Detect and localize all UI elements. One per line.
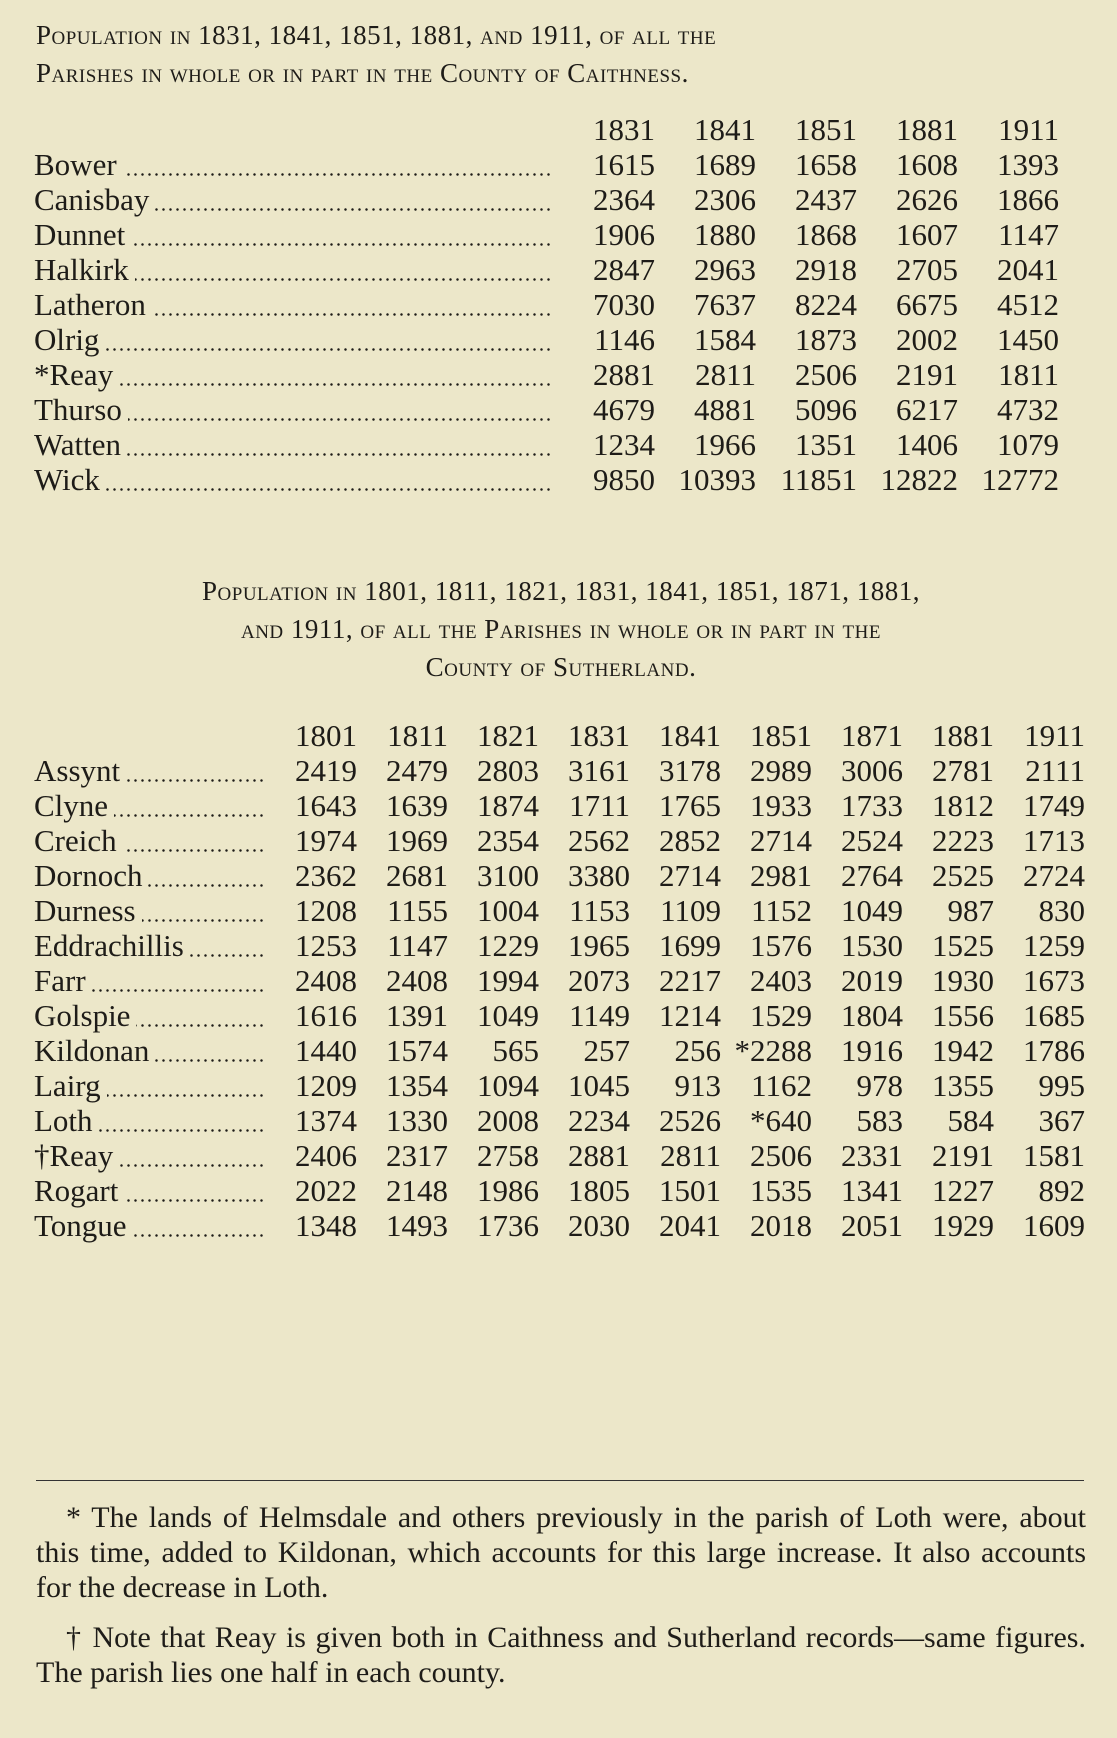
population-cell: 2306 (694, 182, 756, 217)
population-cell: 2626 (896, 182, 958, 217)
table-row (34, 963, 1085, 998)
population-cell: 2758 (477, 1138, 539, 1173)
parish-name: Assynt (34, 753, 126, 788)
population-cell: 2408 (386, 963, 448, 998)
population-cell: 2803 (477, 753, 539, 788)
population-cell: 565 (492, 1033, 539, 1068)
population-cell: 2479 (386, 753, 448, 788)
parish-name: Creich (34, 823, 123, 858)
population-cell: 2073 (568, 963, 630, 998)
table-row (34, 893, 1085, 928)
population-cell: 1933 (750, 788, 812, 823)
table-row (34, 998, 1085, 1033)
blank-header (34, 718, 266, 753)
parish-name-cell (34, 392, 554, 427)
population-cell: 8224 (795, 287, 857, 322)
parish-name: Clyne (34, 788, 114, 823)
parish-name: Lairg (34, 1068, 107, 1103)
year-header: 1851 (795, 112, 857, 147)
population-cell: 7637 (694, 287, 756, 322)
year-header: 1911 (1024, 718, 1085, 753)
footnote-dagger: † Note that Reay is given both in Caithness and Sutherland records—same figures. The parish lies one half in each county. (36, 1621, 1086, 1689)
population-cell: 2030 (568, 1208, 630, 1243)
population-cell: 2705 (896, 252, 958, 287)
population-cell: 1234 (593, 427, 655, 462)
table-row (34, 182, 1059, 217)
population-cell: 1616 (295, 998, 357, 1033)
population-cell: 2852 (659, 823, 721, 858)
table-row (34, 928, 1085, 963)
year-header: 1841 (694, 112, 756, 147)
population-cell: 978 (856, 1068, 903, 1103)
table-row (34, 322, 1059, 357)
population-cell: 2403 (750, 963, 812, 998)
year-header: 1811 (387, 718, 448, 753)
population-cell: 1929 (932, 1208, 994, 1243)
population-cell: 2191 (896, 357, 958, 392)
population-cell: 2506 (750, 1138, 812, 1173)
year-header: 1831 (593, 112, 655, 147)
population-cell: 1873 (795, 322, 857, 357)
population-cell: 1609 (1023, 1208, 1085, 1243)
population-cell: *2288 (734, 1033, 812, 1068)
population-cell: 3006 (841, 753, 903, 788)
year-header: 1841 (659, 718, 721, 753)
population-cell: 4881 (694, 392, 756, 427)
parish-name-cell (34, 287, 554, 322)
population-cell: 1049 (841, 893, 903, 928)
population-cell: 1259 (1023, 928, 1085, 963)
table-row (34, 1173, 1085, 1208)
parish-name-cell (34, 1208, 266, 1243)
population-cell: 2524 (841, 823, 903, 858)
population-cell: 2525 (932, 858, 994, 893)
header-row (34, 718, 1085, 753)
parish-name-cell (34, 823, 266, 858)
population-cell: 1525 (932, 928, 994, 963)
population-cell: 6217 (896, 392, 958, 427)
population-cell: 1812 (932, 788, 994, 823)
population-cell: 1393 (997, 147, 1059, 182)
parish-name-cell (34, 1138, 266, 1173)
population-cell: 1804 (841, 998, 903, 1033)
population-cell: 1155 (387, 893, 448, 928)
table-row (34, 462, 1059, 497)
table-row (34, 217, 1059, 252)
population-cell: 1440 (295, 1033, 357, 1068)
population-cell: 1942 (932, 1033, 994, 1068)
population-cell: 2881 (593, 357, 655, 392)
parish-name-cell (34, 963, 266, 998)
year-header: 1871 (841, 718, 903, 753)
footnote-asterisk: * The lands of Helmsdale and others previously in the parish of Loth were, about this time, added to Kildonan, which accounts for this large increase. It also accounts for the decrease in Loth. (36, 1501, 1086, 1604)
population-cell: 3178 (659, 753, 721, 788)
population-cell: 2881 (568, 1138, 630, 1173)
parish-name-cell (34, 357, 554, 392)
population-cell: 1556 (932, 998, 994, 1033)
population-cell: 1574 (386, 1033, 448, 1068)
population-cell: 1341 (841, 1173, 903, 1208)
population-cell: 1786 (1023, 1033, 1085, 1068)
parish-name: Thurso (34, 392, 128, 427)
table-row (34, 1068, 1085, 1103)
population-cell: 1004 (477, 893, 539, 928)
population-cell: 2437 (795, 182, 857, 217)
population-cell: 10393 (678, 462, 756, 497)
title-line: Parishes in whole or in part in the County of Caithness. (36, 58, 689, 88)
population-cell: 2714 (750, 823, 812, 858)
parish-name: *Reay (34, 357, 119, 392)
parish-name-cell (34, 788, 266, 823)
table-row (34, 287, 1059, 322)
population-cell: 1501 (659, 1173, 721, 1208)
parish-name: Watten (34, 427, 127, 462)
population-cell: 2041 (997, 252, 1059, 287)
footnote-divider (36, 1480, 1084, 1481)
table-row (34, 427, 1059, 462)
parish-name: Rogart (34, 1173, 124, 1208)
population-cell: 1214 (659, 998, 721, 1033)
parish-name: Canisbay (34, 182, 155, 217)
population-cell: 1733 (841, 788, 903, 823)
population-cell: 257 (583, 1033, 630, 1068)
population-cell: 2724 (1023, 858, 1085, 893)
population-cell: 584 (947, 1103, 994, 1138)
population-cell: 1685 (1023, 998, 1085, 1033)
year-header: 1851 (750, 718, 812, 753)
table-row (34, 392, 1059, 427)
population-cell: 987 (947, 893, 994, 928)
population-cell: 2981 (750, 858, 812, 893)
parish-name: Golspie (34, 998, 136, 1033)
population-cell: 1406 (896, 427, 958, 462)
population-cell: 1969 (386, 823, 448, 858)
table-row (34, 357, 1059, 392)
table-row (34, 1138, 1085, 1173)
population-cell: 1109 (660, 893, 721, 928)
population-cell: 2811 (695, 357, 756, 392)
parish-name-cell (34, 182, 554, 217)
population-cell: 1658 (795, 147, 857, 182)
population-cell: 256 (674, 1033, 721, 1068)
population-cell: 1529 (750, 998, 812, 1033)
population-cell: 1615 (593, 147, 655, 182)
parish-name: Tongue (34, 1208, 133, 1243)
population-cell: 2526 (659, 1103, 721, 1138)
population-cell: 1146 (594, 322, 655, 357)
parish-name-cell (34, 252, 554, 287)
parish-name: Halkirk (34, 252, 135, 287)
population-cell: 1699 (659, 928, 721, 963)
population-cell: 1208 (295, 893, 357, 928)
population-cell: 2223 (932, 823, 994, 858)
population-cell: 1149 (569, 998, 630, 1033)
parish-name-cell (34, 1068, 266, 1103)
population-cell: 4512 (997, 287, 1059, 322)
population-cell: 4732 (997, 392, 1059, 427)
population-cell: 2918 (795, 252, 857, 287)
parish-name: Kildonan (34, 1033, 155, 1068)
population-cell: 2051 (841, 1208, 903, 1243)
parish-name-cell (34, 893, 266, 928)
population-cell: 2191 (932, 1138, 994, 1173)
population-cell: 12772 (981, 462, 1059, 497)
population-cell: 2217 (659, 963, 721, 998)
population-cell: 1581 (1023, 1138, 1085, 1173)
population-cell: 2408 (295, 963, 357, 998)
title-line: County of Sutherland. (425, 652, 697, 682)
population-cell: 1391 (386, 998, 448, 1033)
table-row (34, 788, 1085, 823)
table-row (34, 858, 1085, 893)
parish-name-cell (34, 858, 266, 893)
population-cell: 2008 (477, 1103, 539, 1138)
year-header: 1831 (568, 718, 630, 753)
year-header: 1911 (998, 112, 1059, 147)
parish-name: Wick (34, 462, 106, 497)
parish-name: Latheron (34, 287, 152, 322)
population-cell: 2022 (295, 1173, 357, 1208)
population-cell: 2111 (1025, 753, 1085, 788)
population-cell: 1094 (477, 1068, 539, 1103)
table-row (34, 753, 1085, 788)
population-cell: 1966 (694, 427, 756, 462)
population-cell: 2317 (386, 1138, 448, 1173)
parish-name: Bower (34, 147, 123, 182)
population-cell: 583 (856, 1103, 903, 1138)
population-cell: 2364 (593, 182, 655, 217)
sutherland-table (34, 718, 1085, 1243)
parish-name-cell (34, 462, 554, 497)
parish-name-cell (34, 1033, 266, 1068)
population-cell: 1079 (997, 427, 1059, 462)
population-cell: *640 (750, 1103, 812, 1138)
population-cell: 1880 (694, 217, 756, 252)
population-cell: 2506 (795, 357, 857, 392)
population-cell: 2714 (659, 858, 721, 893)
population-cell: 1576 (750, 928, 812, 963)
population-cell: 2019 (841, 963, 903, 998)
parish-name-cell (34, 217, 554, 252)
parish-name-cell (34, 753, 266, 788)
population-cell: 1354 (386, 1068, 448, 1103)
population-cell: 1147 (998, 217, 1059, 252)
population-cell: 892 (1038, 1173, 1085, 1208)
population-cell: 1535 (750, 1173, 812, 1208)
population-cell: 1874 (477, 788, 539, 823)
population-cell: 1965 (568, 928, 630, 963)
population-cell: 1607 (896, 217, 958, 252)
population-cell: 1530 (841, 928, 903, 963)
population-cell: 2764 (841, 858, 903, 893)
population-cell: 2562 (568, 823, 630, 858)
parish-name-cell (34, 322, 554, 357)
parish-name-cell (34, 998, 266, 1033)
parish-name: Dornoch (34, 858, 148, 893)
parish-name-cell (34, 1103, 266, 1138)
table-row (34, 823, 1085, 858)
population-cell: 3100 (477, 858, 539, 893)
population-cell: 1868 (795, 217, 857, 252)
parish-name: Loth (34, 1103, 99, 1138)
population-cell: 830 (1038, 893, 1085, 928)
parish-name: Eddrachillis (34, 928, 190, 963)
population-cell: 11851 (780, 462, 857, 497)
population-cell: 1355 (932, 1068, 994, 1103)
population-cell: 2354 (477, 823, 539, 858)
population-cell: 1986 (477, 1173, 539, 1208)
population-cell: 2002 (896, 322, 958, 357)
population-cell: 1152 (751, 893, 812, 928)
population-cell: 1765 (659, 788, 721, 823)
population-cell: 1711 (569, 788, 630, 823)
population-cell: 1906 (593, 217, 655, 252)
population-cell: 1229 (477, 928, 539, 963)
title-line: Population in 1801, 1811, 1821, 1831, 1841, 1851, 1871, 1881, (202, 576, 920, 606)
sutherland-title (36, 572, 1086, 686)
population-cell: 1643 (295, 788, 357, 823)
table-row (34, 147, 1059, 182)
caithness-title (36, 16, 1086, 92)
parish-name: Dunnet (34, 217, 131, 252)
population-cell: 3380 (568, 858, 630, 893)
population-cell: 2781 (932, 753, 994, 788)
population-cell: 1049 (477, 998, 539, 1033)
population-cell: 2234 (568, 1103, 630, 1138)
title-line: and 1911, of all the Parishes in whole or in part in the (240, 614, 881, 644)
parish-name-cell (34, 1173, 266, 1208)
parish-name: Olrig (34, 322, 105, 357)
population-cell: 2041 (659, 1208, 721, 1243)
parish-name: Farr (34, 963, 92, 998)
population-cell: 367 (1038, 1103, 1085, 1138)
parish-name-cell (34, 147, 554, 182)
population-cell: 1374 (295, 1103, 357, 1138)
population-cell: 1608 (896, 147, 958, 182)
population-cell: 6675 (896, 287, 958, 322)
caithness-table (34, 112, 1059, 497)
parish-name: †Reay (34, 1138, 119, 1173)
blank-header (34, 112, 554, 147)
population-cell: 1253 (295, 928, 357, 963)
population-cell: 2681 (386, 858, 448, 893)
population-cell: 1209 (295, 1068, 357, 1103)
population-cell: 12822 (880, 462, 958, 497)
population-cell: 2018 (750, 1208, 812, 1243)
population-cell: 4679 (593, 392, 655, 427)
population-cell: 1584 (694, 322, 756, 357)
parish-name-cell (34, 427, 554, 462)
population-cell: 1330 (386, 1103, 448, 1138)
population-cell: 9850 (593, 462, 655, 497)
population-cell: 1673 (1023, 963, 1085, 998)
population-cell: 1930 (932, 963, 994, 998)
header-row (34, 112, 1059, 147)
population-cell: 1147 (387, 928, 448, 963)
population-cell: 1749 (1023, 788, 1085, 823)
population-cell: 1493 (386, 1208, 448, 1243)
population-cell: 2419 (295, 753, 357, 788)
population-cell: 7030 (593, 287, 655, 322)
population-cell: 995 (1038, 1068, 1085, 1103)
population-cell: 913 (674, 1068, 721, 1103)
table-row (34, 1103, 1085, 1138)
title-line: Population in 1831, 1841, 1851, 1881, and 1911, of all the (36, 20, 717, 50)
population-cell: 5096 (795, 392, 857, 427)
population-cell: 1974 (295, 823, 357, 858)
population-cell: 1713 (1023, 823, 1085, 858)
population-cell: 2148 (386, 1173, 448, 1208)
population-cell: 1045 (568, 1068, 630, 1103)
population-cell: 2406 (295, 1138, 357, 1173)
year-header: 1881 (896, 112, 958, 147)
parish-name: Durness (34, 893, 142, 928)
population-cell: 1994 (477, 963, 539, 998)
population-cell: 2362 (295, 858, 357, 893)
population-cell: 2811 (660, 1138, 721, 1173)
parish-name-cell (34, 928, 266, 963)
population-cell: 1153 (569, 893, 630, 928)
population-cell: 1639 (386, 788, 448, 823)
population-cell: 1805 (568, 1173, 630, 1208)
year-header: 1881 (932, 718, 994, 753)
population-cell: 1162 (751, 1068, 812, 1103)
population-cell: 1689 (694, 147, 756, 182)
population-cell: 2331 (841, 1138, 903, 1173)
population-cell: 1450 (997, 322, 1059, 357)
population-cell: 1916 (841, 1033, 903, 1068)
population-cell: 1351 (795, 427, 857, 462)
table-row (34, 252, 1059, 287)
year-header: 1801 (295, 718, 357, 753)
population-cell: 1811 (998, 357, 1059, 392)
table-row (34, 1033, 1085, 1068)
table-row (34, 1208, 1085, 1243)
population-cell: 1348 (295, 1208, 357, 1243)
population-cell: 1736 (477, 1208, 539, 1243)
population-cell: 2989 (750, 753, 812, 788)
population-cell: 2963 (694, 252, 756, 287)
population-cell: 1227 (932, 1173, 994, 1208)
population-cell: 1866 (997, 182, 1059, 217)
population-cell: 2847 (593, 252, 655, 287)
year-header: 1821 (477, 718, 539, 753)
population-cell: 3161 (568, 753, 630, 788)
